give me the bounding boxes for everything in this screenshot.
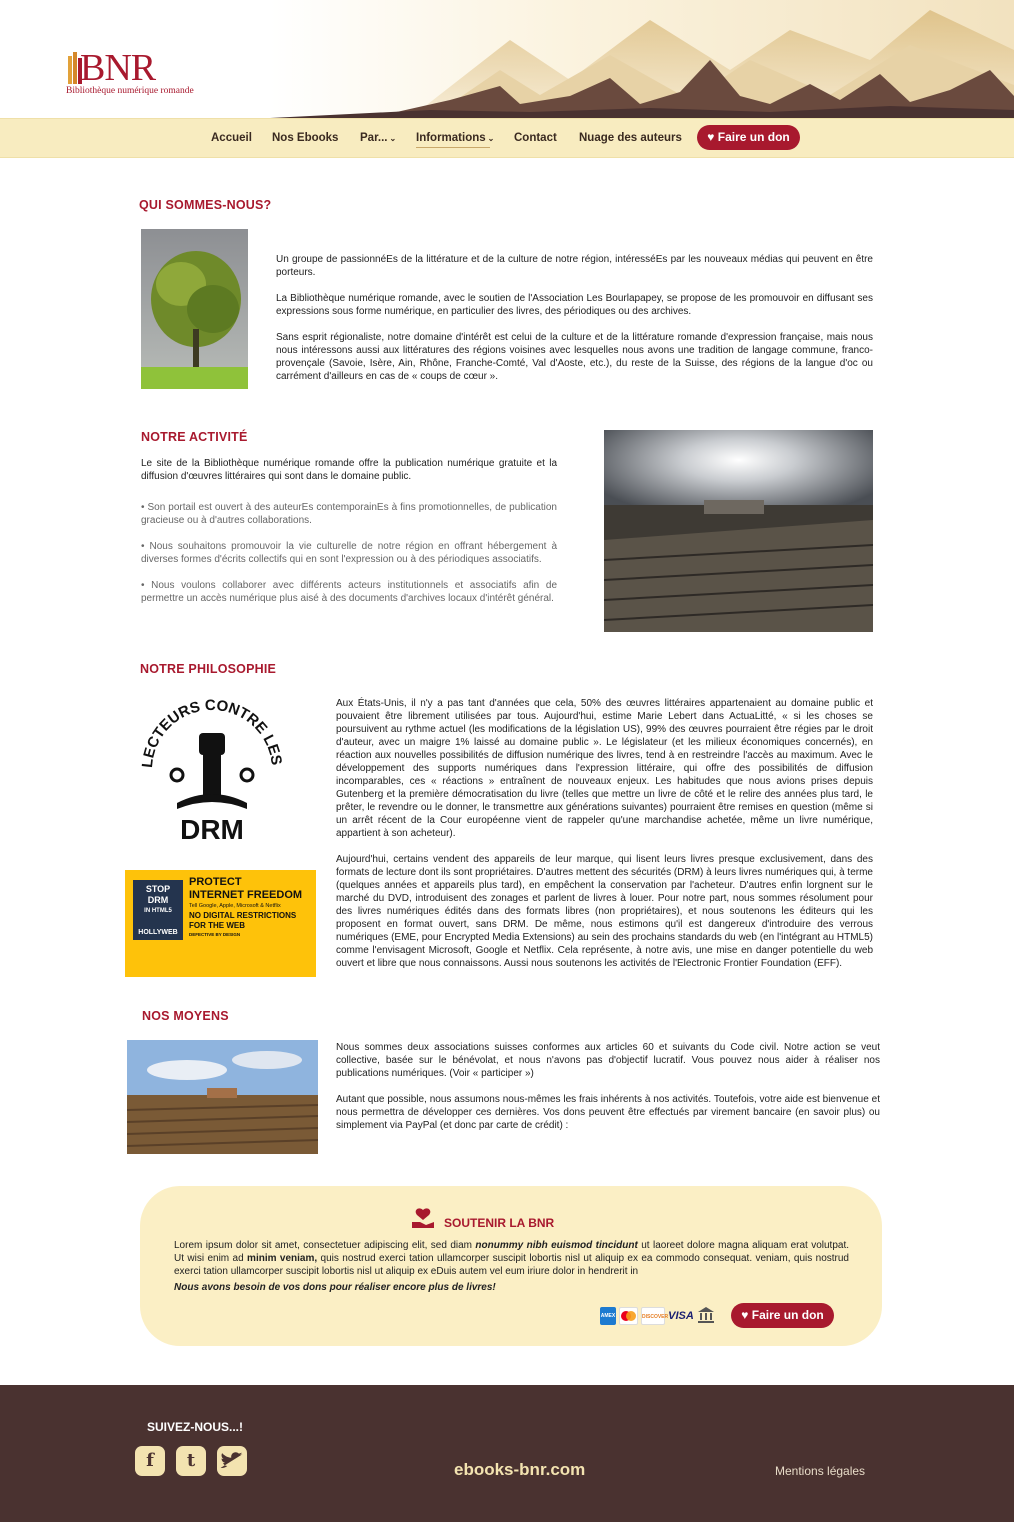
activite-bullet: • Son portail est ouvert à des auteurEs contemporainEs à fins promotionnelles, de publication gracieuse ou à d'autres collaborations.: [141, 502, 557, 526]
site-header: [0, 0, 1014, 118]
fist-icon: [171, 733, 253, 809]
qui-text: [276, 253, 873, 396]
soutenir-text: [174, 1239, 849, 1278]
heart-icon: ♥: [741, 1308, 749, 1322]
soutenir-text-emphasis: nonummy nibh euismod tincidunt: [475, 1240, 638, 1251]
donate-label: Faire un don: [717, 130, 790, 144]
stop-drm-text: [189, 876, 314, 938]
stop-drm-tile-line: IN HTML5: [144, 908, 172, 914]
stop-drm-tile: [133, 880, 183, 940]
tree-image: [141, 229, 248, 389]
landscape-image: [604, 430, 873, 632]
philosophie-paragraph: Aux États-Unis, il n'y a pas tant d'années que cela, 50% des œuvres littéraires appartenaient au domaine public et pouvaient être librement utilisées par tous. Aujourd'hui, estime Marie Lebert dans ActuaLitté, « si les choses se poursuivent au rythme actuel (les modifications de la législation US), 99% des œuvres pourraient être régies par le droit d'auteur, avec un maigre 1% laissé au domaine public ». Le législateur (et les milieux économiques concernés), en réaction aux nouvelles possibilités de diffusion numérique des livres, tend à en restreindre l'accès au maximum. Avec le développement des supports numériques dans l'expression littéraire, qui offre des possibilités de diffusion incomparables, ces « réactions » entraînent de nouveaux enjeux. Les habitudes que nous avions prises depuis Gutenberg et la première démocratisation du livre (telles que mettre un livre de côté et le relire des années plus tard, le prêter, le revendre ou le donner, le transmettre aux générations suivantes) pourraient être remises en question (même si un arrêt récent de la Cour européenne vient de rappeler qu'une marchandise achetée, même un livre numérique, appartient à son acheteur).: [336, 698, 873, 839]
stop-drm-line: INTERNET FREEDOM: [189, 889, 303, 901]
stop-drm-banner[interactable]: [125, 870, 316, 977]
heart-icon: ♥: [707, 130, 715, 144]
stop-drm-badge: DEFECTIVE BY DESIGN: [189, 932, 241, 937]
nav-item-informations-label: Informations: [416, 132, 486, 144]
drm-logo-image: [137, 695, 287, 847]
follow-label: SUIVEZ-NOUS...!: [147, 1420, 244, 1434]
active-underline: [416, 147, 490, 148]
qui-paragraph: Sans esprit régionaliste, notre domaine d'intérêt est celui de la culture et de la littérature romande d'expression française, mais nous nous intéressons aussi aux littératures des régions voisines avec lesquelles nous avons une tradition de langage commune, franco-provençale (Savoie, Isère, Ain, Rhône, Franche-Comté, Val d'Aoste, etc.), du reste de la Suisse, des régions de la langue d'oc ou carrément d'ailleurs en cas de « coups de cœur ».: [276, 332, 873, 382]
main-nav: [0, 118, 1014, 158]
logo-tagline: Bibliothèque numérique romande: [66, 86, 194, 96]
drm-arc-text: LECTEURS CONTRE LES: [138, 696, 285, 769]
stop-drm-line: PROTECT: [189, 876, 242, 888]
amex-icon: AMEX: [600, 1307, 616, 1325]
mountain-banner: [270, 0, 1014, 118]
nav-item-nuage[interactable]: Nuage des auteurs: [579, 132, 682, 144]
site-link[interactable]: ebooks-bnr.com: [454, 1460, 586, 1479]
moyens-paragraph: Nous sommes deux associations suisses conformes aux articles 60 et suivants du Code civil. Notre action se veut collective, basée sur le bénévolat, et nous n'avons pas d'objectif lucratif. Vous pouvez nous aider à réaliser nos publications numériques. (Voir « participer »): [336, 1042, 880, 1079]
soutenir-emphasis: Nous avons besoin de vos dons pour réaliser encore plus de livres!: [174, 1282, 496, 1293]
activite-intro: Le site de la Bibliothèque numérique romande offre la publication numérique gratuite et la diffusion d'œuvres littéraires qui sont dans le domaine public.: [141, 458, 557, 482]
nav-item-par[interactable]: [360, 132, 396, 144]
nav-item-informations[interactable]: [416, 132, 494, 144]
chevron-down-icon: ⌄: [389, 134, 397, 143]
soutenir-text-part: Lorem ipsum dolor sit amet, consectetuer adipiscing elit, sed diam: [174, 1240, 476, 1251]
twitter-icon[interactable]: [217, 1446, 247, 1476]
soutenir-text-part: quis nostrud exerci tation ullamcorper suscipit lobortis nisl ut aliquip ex ea commodo consequat. veniam, quis nostrud exerci tation ullamcorper suscipit lobortis nisl ut aliquip ex eDuis autem vel eum iriure dolor in hendrerit in: [174, 1253, 849, 1277]
stop-drm-line: Tell Google, Apple, Microsoft & Netflix: [189, 903, 281, 909]
activite-bullet: • Nous voulons collaborer avec différents acteurs institutionnels et associatifs afin de permettre un accès numérique plus aisé à des documents d'archives locaux d'intérêt général.: [141, 580, 557, 604]
section-title-activite: NOTRE ACTIVITÉ: [141, 430, 248, 444]
activite-bullet: • Nous souhaitons promouvoir la vie culturelle de notre région en offrant hébergement à diverses formes d'écrits collectifs qui en sont l'expression ou à des périodiques associatifs.: [141, 541, 557, 565]
donate-label: Faire un don: [751, 1308, 824, 1322]
donation-hand-icon: [410, 1208, 436, 1230]
stop-drm-tile-line: HOLLYWEB: [138, 929, 178, 936]
stop-drm-line: FOR THE WEB: [189, 921, 245, 930]
section-title-moyens: NOS MOYENS: [142, 1009, 229, 1023]
logo-text: BNR: [80, 47, 156, 89]
visa-icon: VISA: [668, 1310, 694, 1322]
site-logo[interactable]: [66, 48, 206, 100]
nav-item-par-label: Par...: [360, 132, 388, 144]
donate-button[interactable]: [697, 125, 800, 150]
activite-text: [141, 457, 557, 618]
soutenir-text-part: ut laoreet dolore magna aliquam erat volutpat. Ut wisi enim ad: [174, 1240, 850, 1264]
drm-text: DRM: [180, 814, 244, 845]
field-image: [127, 1040, 318, 1154]
bank-icon: [697, 1306, 715, 1324]
philosophie-paragraph: Aujourd'hui, certains vendent des appareils de leur marque, qui lisent leurs livres presque exclusivement, dans des formats de lecture dont ils sont propriétaires. D'autres mettent des sécurités (DRM) à leurs livres numériques qui, à terme (quelques années et appareils plus tard), en empêchent la conservation par l'acheteur. D'autres enfin lorgnent sur le marché du DVD, introduisent des zonages et parlent de livres à louer. Pour notre part, nous sommes résolument pour des livres numériques édités dans des formats libres (non propriétaires), et nous soutenons les éditeurs qui les proposent en format ouvert, sans DRM. De même, nous estimons qu'il est dangereux d'introduire des verrous numériques (EME, pour Encrypted Media Extensions) au sein des prochains standards du web (en l'intégrant au HTML5) comme l'envisagent Microsoft, Google et Netflix. Cela représente, à notre avis, une mise en danger potentielle du web ouvert et libre que nous connaissons. Aussi nous soutenons les activités de l'Electronic Frontier Foundation (EFF).: [336, 854, 873, 969]
soutenir-text-emphasis: minim veniam,: [247, 1253, 318, 1264]
stop-drm-tile-line: STOP DRM: [145, 884, 171, 905]
section-title-philosophie: NOTRE PHILOSOPHIE: [140, 662, 277, 676]
nav-item-contact[interactable]: Contact: [514, 132, 557, 144]
qui-paragraph: Un groupe de passionnéEs de la littérature et de la culture de notre région, intéresséEs par les nouveaux médias qui peuvent en être porteurs.: [276, 254, 873, 278]
philosophie-text: [336, 697, 873, 983]
nav-item-ebooks[interactable]: Nos Ebooks: [272, 132, 339, 144]
facebook-icon[interactable]: f: [135, 1446, 165, 1476]
mastercard-icon: [619, 1307, 638, 1325]
stop-drm-line: NO DIGITAL RESTRICTIONS: [189, 911, 297, 920]
section-title-qui: QUI SOMMES-NOUS?: [139, 198, 272, 212]
moyens-paragraph: Autant que possible, nous assumons nous-mêmes les frais inhérents à nos activités. Toutefois, votre aide est bienvenue et nous permettra de développer ces dernières. Vos dons peuvent être effectués par virement bancaire (en savoir plus) ou simplement via PayPal (et donc par carte de crédit) :: [336, 1094, 880, 1131]
discover-icon: DISCOVER: [641, 1307, 665, 1325]
moyens-text: [336, 1041, 880, 1145]
nav-item-accueil[interactable]: Accueil: [211, 132, 252, 144]
soutenir-donate-button[interactable]: [731, 1303, 834, 1328]
legal-link[interactable]: Mentions légales: [775, 1464, 866, 1478]
chevron-down-icon: ⌄: [487, 134, 495, 143]
qui-paragraph: La Bibliothèque numérique romande, avec le soutien de l'Association Les Bourlapapey, se propose de les promouvoir en diffusant ses expressions sous forme numérique, en particulier des livres, des périodiques ou des archives.: [276, 293, 873, 317]
soutenir-title: SOUTENIR LA BNR: [444, 1216, 555, 1230]
tumblr-icon[interactable]: t: [176, 1446, 206, 1476]
